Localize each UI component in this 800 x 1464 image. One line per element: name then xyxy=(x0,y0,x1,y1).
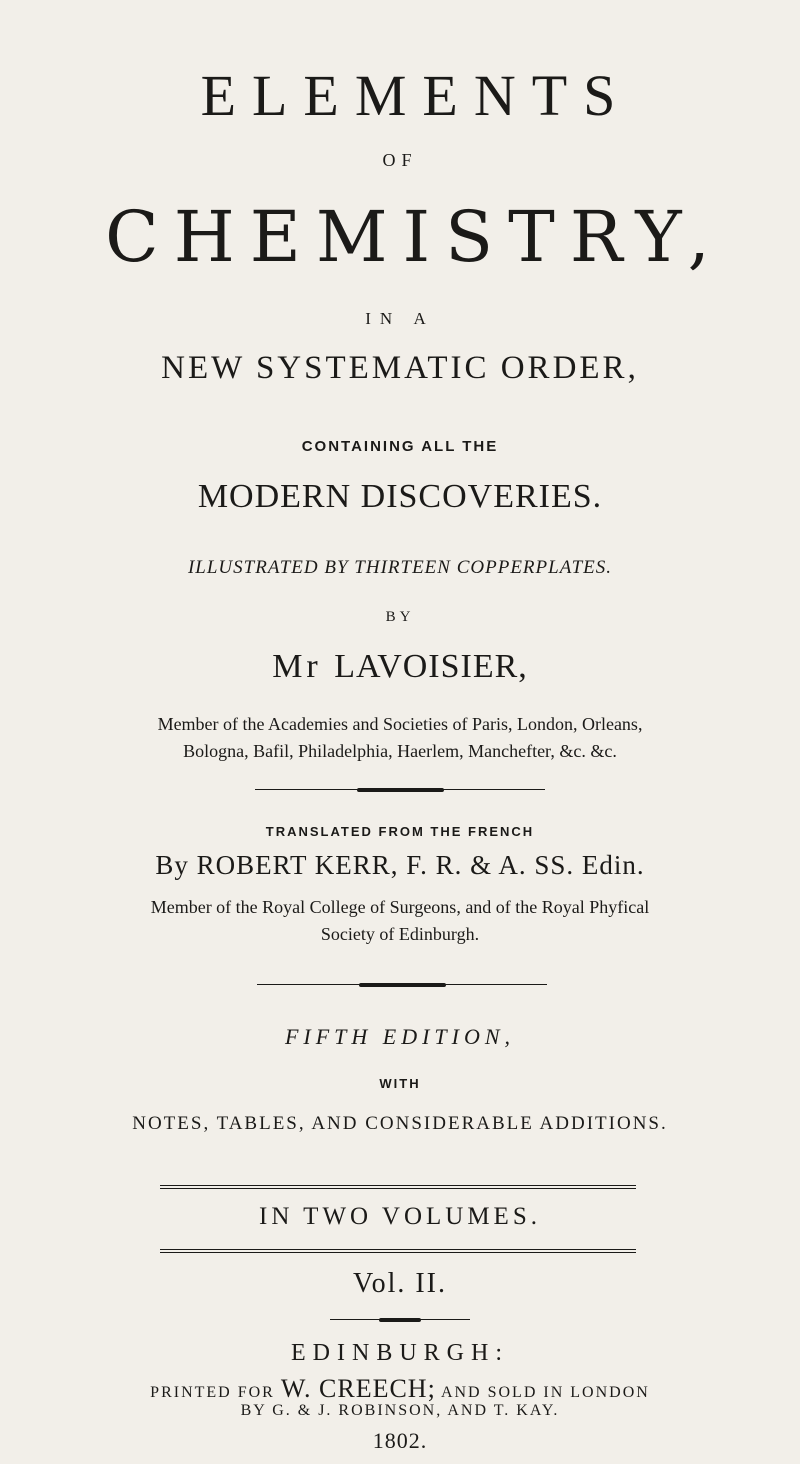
ornamental-rule-1 xyxy=(255,788,545,792)
imprint-printed-label: PRINTED FOR xyxy=(150,1384,275,1401)
translator-name: By ROBERT KERR, F. R. & A. SS. Edin. xyxy=(155,850,645,880)
imprint-city: EDINBURGH: xyxy=(291,1340,509,1366)
translator-membership-line-1: Member of the Royal College of Surgeons, and of the Royal Phyfical xyxy=(150,897,650,917)
subtitle-illustrated: ILLUSTRATED BY THIRTEEN COPPERPLATES. xyxy=(187,557,613,578)
title-chemistry: CHEMISTRY, xyxy=(105,196,725,278)
title-in-a: IN A xyxy=(365,309,435,328)
edition-with: WITH xyxy=(379,1076,421,1091)
author-name: LAVOISIER, xyxy=(334,648,528,685)
subtitle-modern-discoveries: MODERN DISCOVERIES. xyxy=(197,478,603,515)
title-elements: ELEMENTS xyxy=(200,63,632,128)
double-rule-bottom-1 xyxy=(160,1249,636,1250)
ornamental-rule-3 xyxy=(330,1318,470,1322)
double-rule-bottom-2 xyxy=(160,1252,636,1253)
edition-label: FIFTH EDITION, xyxy=(284,1024,516,1049)
volume-number: Vol. II. xyxy=(352,1268,448,1299)
author-membership-line-1: Member of the Academies and Societies of Paris, London, Orleans, xyxy=(157,714,643,734)
volumes-count: IN TWO VOLUMES. xyxy=(259,1203,541,1230)
author-title: Mr xyxy=(272,648,322,685)
subtitle-containing: CONTAINING ALL THE xyxy=(301,438,499,455)
title-systematic-order: NEW SYSTEMATIC ORDER, xyxy=(161,350,639,386)
double-rule-top-1 xyxy=(160,1185,636,1186)
title-of: OF xyxy=(382,150,418,170)
imprint-robinson: BY G. & J. ROBINSON, AND T. KAY. xyxy=(240,1402,560,1419)
translator-membership-line-2: Society of Edinburgh. xyxy=(320,924,480,944)
author-membership-line-2: Bologna, Bafil, Philadelphia, Haerlem, Manchefter, &c. &c. xyxy=(183,741,617,761)
translated-from: TRANSLATED FROM THE FRENCH xyxy=(265,824,535,839)
imprint-publisher: W. CREECH; xyxy=(280,1374,436,1403)
author-name-line xyxy=(0,648,800,686)
double-rule-top-2 xyxy=(160,1188,636,1189)
edition-additions: NOTES, TABLES, AND CONSIDERABLE ADDITIONS. xyxy=(132,1113,668,1134)
ornamental-rule-2 xyxy=(257,983,547,987)
imprint-sold-in: AND SOLD IN LONDON xyxy=(440,1384,650,1401)
author-by: BY xyxy=(385,609,415,625)
imprint-year: 1802. xyxy=(372,1428,428,1453)
imprint-printed-for xyxy=(0,1374,800,1404)
